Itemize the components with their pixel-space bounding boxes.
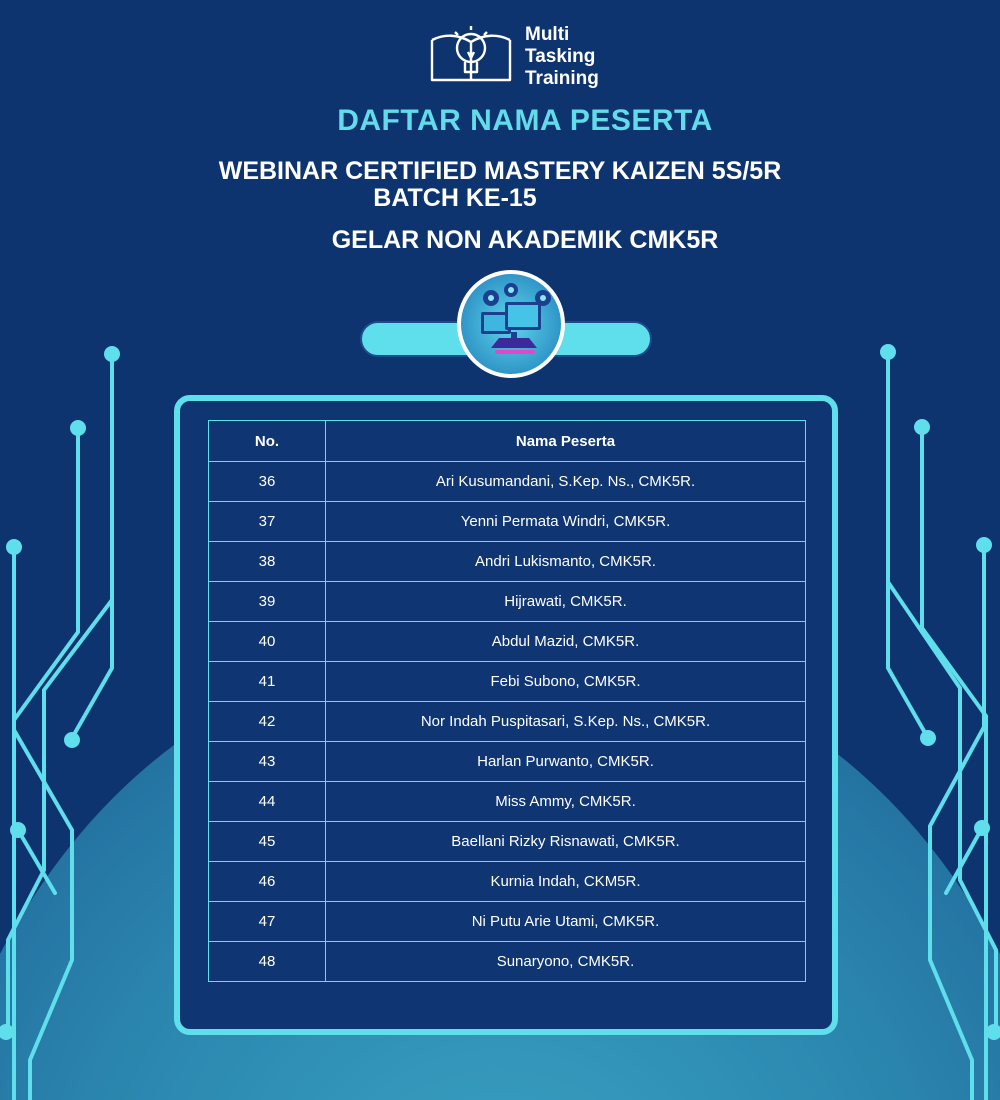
participant-name: Hijrawati, CMK5R. — [326, 582, 806, 622]
table-header-row — [209, 421, 806, 462]
participant-table — [208, 420, 806, 982]
table-row — [209, 662, 806, 702]
table-row — [209, 582, 806, 622]
brand-name — [525, 24, 635, 90]
participant-name: Yenni Permata Windri, CMK5R. — [326, 502, 806, 542]
row-number: 37 — [209, 502, 326, 542]
participant-name: Nor Indah Puspitasari, S.Kep. Ns., CMK5R. — [326, 702, 806, 742]
participant-name: Kurnia Indah, CKM5R. — [326, 862, 806, 902]
column-header-no: No. — [209, 421, 326, 462]
table-row — [209, 822, 806, 862]
participant-name: Andri Lukismanto, CMK5R. — [326, 542, 806, 582]
participant-name: Ari Kusumandani, S.Kep. Ns., CMK5R. — [326, 462, 806, 502]
participant-name: Febi Subono, CMK5R. — [326, 662, 806, 702]
brand-line-1: Multi — [525, 24, 570, 45]
table-row — [209, 862, 806, 902]
row-number: 46 — [209, 862, 326, 902]
table-body — [209, 462, 806, 982]
participant-name: Miss Ammy, CMK5R. — [326, 782, 806, 822]
degree-title: GELAR NON AKADEMIK CMK5R — [331, 226, 719, 254]
brand-line-3: Training — [525, 68, 599, 89]
row-number: 42 — [209, 702, 326, 742]
participant-card — [174, 395, 838, 1035]
participant-name: Abdul Mazid, CMK5R. — [326, 622, 806, 662]
row-number: 44 — [209, 782, 326, 822]
online-training-devices-icon — [455, 268, 567, 380]
table-row — [209, 942, 806, 982]
brand-line-2: Tasking — [525, 46, 596, 67]
participant-name: Ni Putu Arie Utami, CMK5R. — [326, 902, 806, 942]
table-row — [209, 542, 806, 582]
row-number: 36 — [209, 462, 326, 502]
participant-name: Baellani Rizky Risnawati, CMK5R. — [326, 822, 806, 862]
table-row — [209, 622, 806, 662]
webinar-title-line-1: WEBINAR CERTIFIED MASTERY KAIZEN 5S/5R — [218, 157, 782, 185]
table-row — [209, 902, 806, 942]
column-header-name: Nama Peserta — [326, 421, 806, 462]
webinar-title — [0, 158, 1000, 212]
participant-name: Harlan Purwanto, CMK5R. — [326, 742, 806, 782]
row-number: 41 — [209, 662, 326, 702]
table-row — [209, 782, 806, 822]
row-number: 47 — [209, 902, 326, 942]
table-row — [209, 702, 806, 742]
participant-name: Sunaryono, CMK5R. — [326, 942, 806, 982]
row-number: 40 — [209, 622, 326, 662]
row-number: 39 — [209, 582, 326, 622]
table-row — [209, 742, 806, 782]
table-row — [209, 462, 806, 502]
row-number: 48 — [209, 942, 326, 982]
lightbulb-book-icon — [428, 22, 514, 84]
page-title: DAFTAR NAMA PESERTA — [337, 104, 713, 137]
row-number: 43 — [209, 742, 326, 782]
webinar-title-line-2: BATCH KE-15 — [373, 184, 537, 212]
brand-logo — [428, 22, 628, 96]
row-number: 38 — [209, 542, 326, 582]
row-number: 45 — [209, 822, 326, 862]
table-row — [209, 502, 806, 542]
